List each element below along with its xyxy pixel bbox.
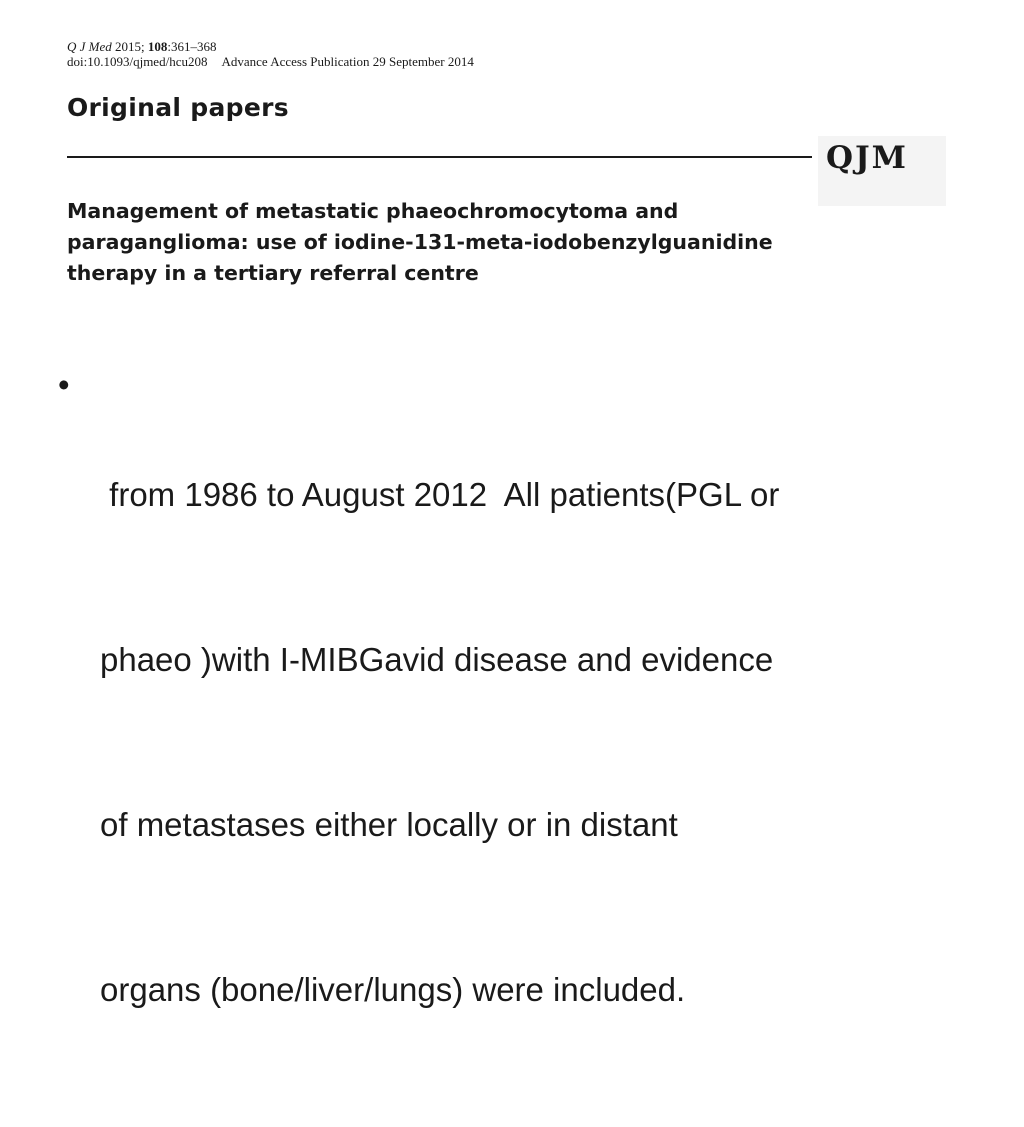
doi-line xyxy=(67,55,474,69)
advance-access: Advance Access Publication 29 September 2014 xyxy=(221,54,474,69)
journal-pages: :361–368 xyxy=(167,39,217,54)
article-title-line: Management of metastatic phaeochromocytoma and xyxy=(67,199,679,223)
citation-line xyxy=(67,40,217,54)
article-title xyxy=(67,196,957,289)
article-title-line: paraganglioma: use of iodine-131-meta-iodobenzylguanidine xyxy=(67,230,773,254)
journal-header-image xyxy=(67,40,957,290)
bullet-item xyxy=(58,357,988,1127)
doi: doi:10.1093/qjmed/hcu208 xyxy=(67,54,208,69)
bullet-text-line: phaeo )with I-MIBGavid disease and evidence xyxy=(100,641,774,678)
bullet-text-line: of metastases either locally or in distant xyxy=(100,806,678,843)
journal-logo: QJM xyxy=(826,140,908,176)
bullet-dot-icon: • xyxy=(58,366,70,403)
journal-year: 2015; xyxy=(115,39,145,54)
journal-name: Q J Med xyxy=(67,39,112,54)
bullet-text-line: organs (bone/liver/lungs) were included. xyxy=(100,971,686,1008)
journal-volume: 108 xyxy=(147,39,168,54)
section-label: Original papers xyxy=(67,93,289,122)
article-title-line: therapy in a tertiary referral centre xyxy=(67,261,479,285)
header-divider xyxy=(67,156,812,158)
bullet-text-line: from 1986 to August 2012 All patients(PGL or xyxy=(100,476,780,513)
bullet-text xyxy=(100,357,988,1127)
